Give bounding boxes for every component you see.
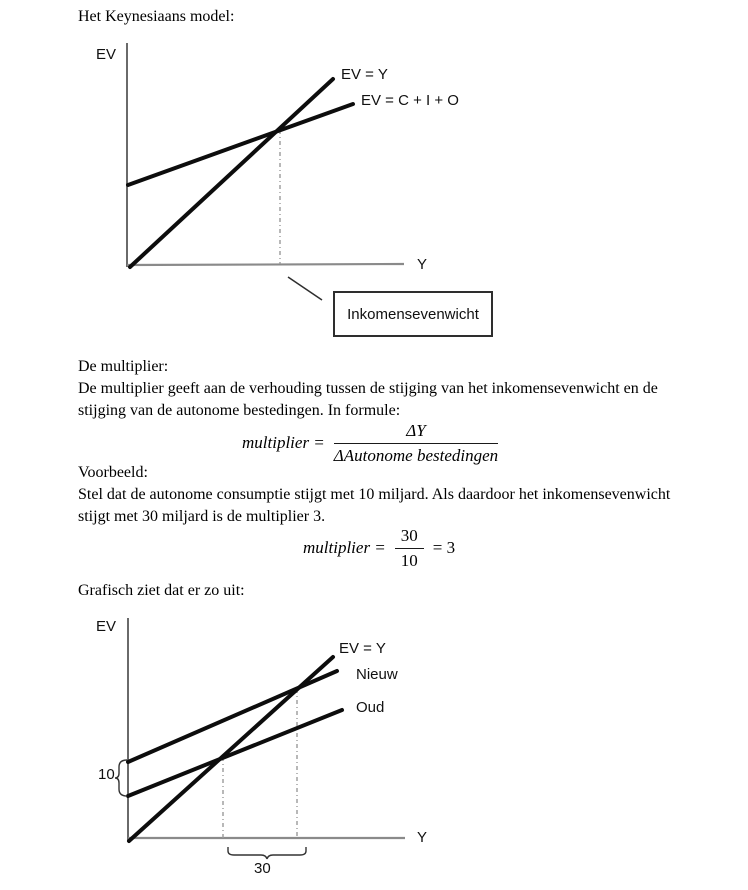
expenditure-line-c-i-o [128, 104, 353, 185]
callout-pointer-line [288, 277, 322, 300]
multiplier-formula [242, 421, 498, 465]
formula1-fraction [334, 421, 498, 465]
equilibrium-callout-box [333, 291, 493, 337]
graph-intro-text: Grafisch ziet dat er zo uit: [78, 582, 245, 599]
example-formula [303, 526, 455, 570]
equilibrium-callout-label: Inkomensevenwicht [347, 305, 479, 323]
graph2-y-axis-label: EV [96, 618, 117, 635]
formula1-lhs: multiplier = [242, 433, 325, 453]
example-body-line2: stijgt met 30 miljard is de multiplier 3. [78, 508, 326, 525]
graph2-nieuw-label: Nieuw [356, 666, 398, 683]
oud-expenditure-line [128, 710, 342, 796]
graph2-x-axis-label: Y [417, 829, 428, 846]
delta-ev-brace [115, 760, 127, 796]
multiplier-body-line1: De multiplier geeft aan de verhouding tussen de stijging van het inkomensevenwicht en de [78, 380, 658, 397]
delta-ev-value-label: 10 [98, 766, 115, 783]
graph2-ev-y-label: EV = Y [339, 640, 386, 657]
formula1-denominator: ΔAutonome bestedingen [333, 445, 499, 465]
formula2-lhs: multiplier = [303, 538, 386, 558]
formula2-denominator: 10 [400, 550, 418, 570]
graph1-ev-cio-label: EV = C + I + O [361, 92, 459, 109]
graph1-ev-y-label: EV = Y [341, 66, 388, 83]
formula2-rhs: = 3 [432, 538, 456, 558]
formula1-numerator: ΔY [334, 421, 498, 444]
graph1-y-axis-label: EV [96, 46, 117, 63]
page-title: Het Keynesiaans model: [78, 8, 235, 25]
x-axis [127, 264, 404, 265]
graph2-oud-label: Oud [356, 699, 385, 716]
delta-y-brace [228, 847, 306, 859]
delta-y-value-label: 30 [254, 860, 271, 877]
example-body-line1: Stel dat de autonome consumptie stijgt met 10 miljard. Als daardoor het inkomensevenwicht [78, 486, 671, 503]
multiplier-heading: De multiplier: [78, 358, 169, 375]
example-heading: Voorbeeld: [78, 464, 148, 481]
formula2-numerator: 30 [395, 526, 424, 549]
multiplier-body-line2: stijging van de autonome bestedingen. In formule: [78, 402, 401, 419]
multiplier-shift-diagram [85, 610, 440, 885]
graph1-x-axis-label: Y [417, 256, 428, 273]
formula2-fraction [395, 526, 424, 570]
